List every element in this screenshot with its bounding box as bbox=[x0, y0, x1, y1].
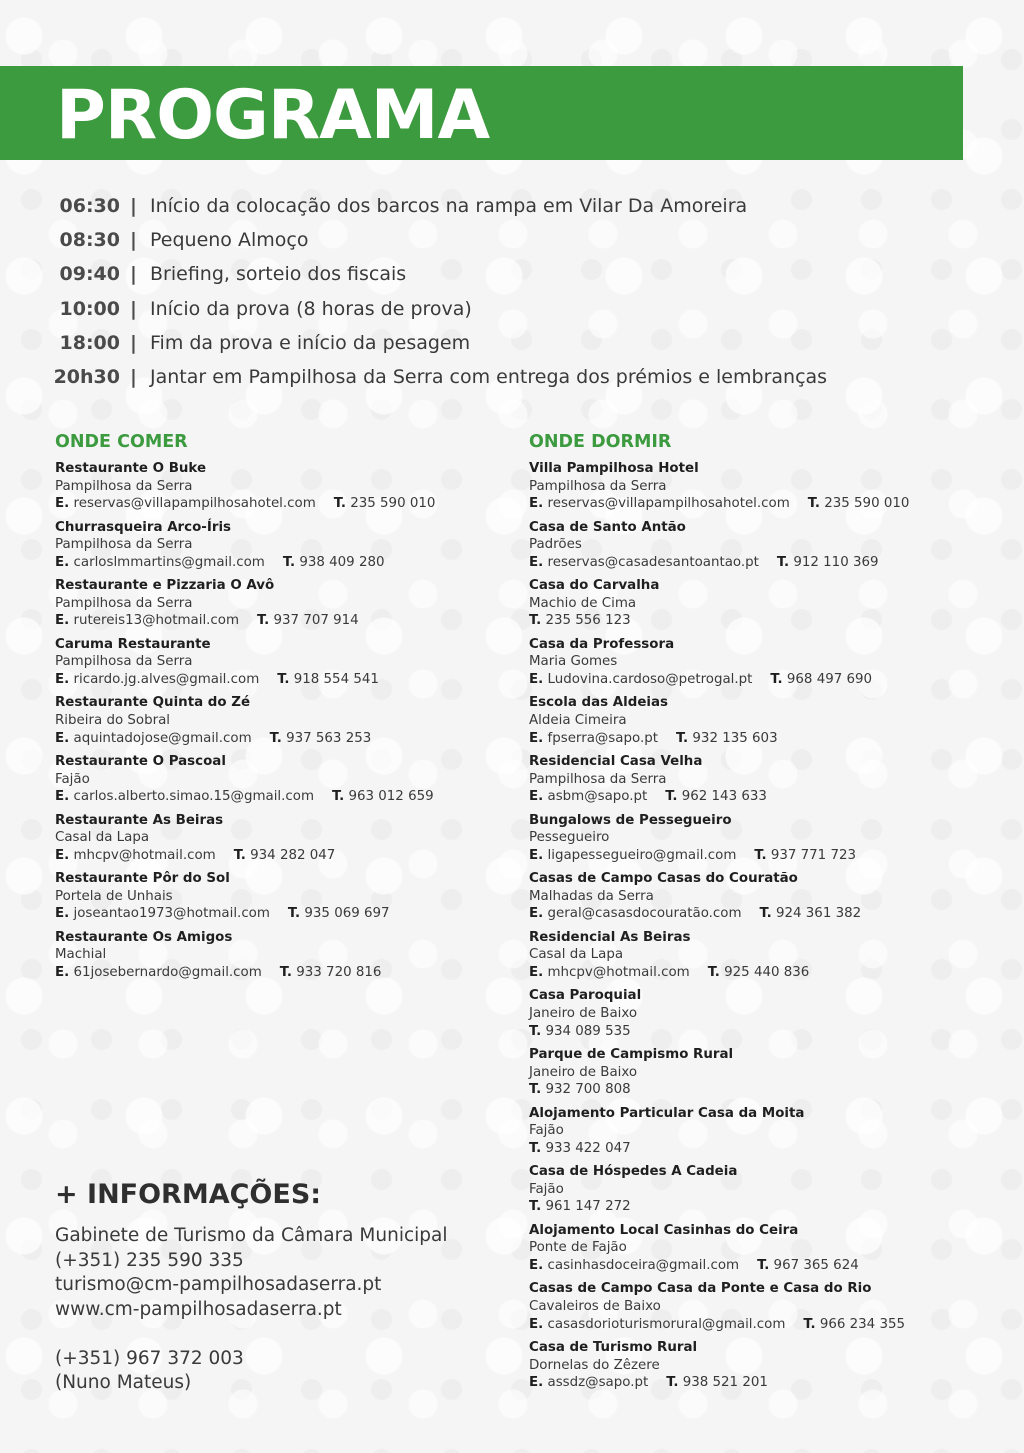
entry-name: Casa de Turismo Rural bbox=[529, 1339, 698, 1355]
schedule-time: 20h30 bbox=[53, 366, 120, 388]
directory-entry bbox=[529, 577, 969, 636]
info-contact-phone: (+351) 967 372 003 bbox=[55, 1347, 244, 1369]
entry-location: Ponte de Fajão bbox=[529, 1240, 627, 1256]
entry-email[interactable]: mhcpv@hotmail.com bbox=[73, 847, 216, 863]
entry-phone: 937 563 253 bbox=[286, 730, 372, 746]
entry-email[interactable]: aquintadojose@gmail.com bbox=[73, 730, 252, 746]
entry-contact bbox=[55, 847, 495, 865]
directory-entry bbox=[529, 636, 969, 695]
schedule-description: Briefing, sorteio dos fiscais bbox=[150, 263, 407, 286]
entry-name: Escola das Aldeias bbox=[529, 695, 669, 711]
entry-phone: 962 143 633 bbox=[681, 789, 767, 805]
entry-contact bbox=[529, 847, 969, 865]
entry-phone: 912 110 369 bbox=[793, 554, 879, 570]
entry-name: Alojamento Particular Casa da Moita bbox=[529, 1105, 805, 1121]
email-label: E. bbox=[529, 847, 544, 863]
entry-phone: 235 590 010 bbox=[350, 496, 436, 512]
directory-entry bbox=[529, 694, 969, 753]
entry-phone: 918 554 541 bbox=[293, 671, 379, 687]
directory-entry bbox=[529, 1046, 969, 1105]
phone-label: T. bbox=[770, 671, 783, 687]
entry-phone: 934 282 047 bbox=[250, 847, 336, 863]
entry-contact bbox=[529, 495, 969, 513]
directory-entry bbox=[529, 1163, 969, 1222]
entry-phone: 935 069 697 bbox=[304, 906, 390, 922]
entry-phone: 963 012 659 bbox=[348, 789, 434, 805]
entry-email[interactable]: fpserra@sapo.pt bbox=[547, 730, 658, 746]
phone-label: T. bbox=[759, 906, 772, 922]
phone-label: T. bbox=[803, 1316, 816, 1332]
email-label: E. bbox=[55, 964, 70, 980]
schedule-separator: | bbox=[130, 195, 137, 217]
entry-location: Padrões bbox=[529, 537, 582, 553]
directory-entry bbox=[529, 1280, 969, 1339]
entry-contact bbox=[529, 905, 969, 923]
directory-entry bbox=[529, 812, 969, 871]
entry-name: Residencial Casa Velha bbox=[529, 753, 703, 769]
email-label: E. bbox=[55, 730, 70, 746]
schedule-separator: | bbox=[130, 229, 137, 252]
email-label: E. bbox=[529, 1375, 544, 1391]
entry-location: Dornelas do Zêzere bbox=[529, 1357, 660, 1373]
schedule-separator: | bbox=[130, 331, 137, 354]
entry-location: Janeiro de Baixo bbox=[529, 1005, 638, 1021]
entry-contact bbox=[529, 964, 969, 982]
entry-location: Ribeira do Sobral bbox=[55, 712, 171, 728]
entry-email[interactable]: casinhasdoceira@gmail.com bbox=[547, 1257, 740, 1273]
entry-phone: 938 521 201 bbox=[682, 1375, 768, 1391]
directory-entry bbox=[529, 753, 969, 812]
directory-entry bbox=[55, 870, 495, 929]
phone-label: T. bbox=[529, 1023, 542, 1039]
schedule-separator: | bbox=[130, 263, 137, 286]
email-label: E. bbox=[529, 730, 544, 746]
schedule-row bbox=[0, 258, 900, 292]
entry-phone: 933 720 816 bbox=[296, 964, 382, 980]
entry-phone: 933 422 047 bbox=[545, 1140, 631, 1156]
entry-phone: 937 771 723 bbox=[770, 847, 857, 863]
email-label: E. bbox=[55, 789, 70, 805]
entry-email[interactable]: Ludovina.cardoso@petrogal.pt bbox=[547, 671, 753, 687]
entry-phone: 235 556 123 bbox=[545, 613, 631, 629]
entry-email[interactable]: ricardo.jg.alves@gmail.com bbox=[73, 671, 260, 687]
entry-phone: 961 147 272 bbox=[545, 1199, 631, 1215]
phone-label: T. bbox=[529, 1199, 542, 1215]
entry-phone: 934 089 535 bbox=[545, 1023, 631, 1039]
email-label: E. bbox=[55, 847, 70, 863]
phone-label: T. bbox=[776, 554, 790, 570]
entry-contact bbox=[529, 1374, 969, 1392]
directory-entry bbox=[529, 460, 969, 519]
email-label: E. bbox=[529, 496, 544, 512]
schedule-description: Início da prova (8 horas de prova) bbox=[150, 297, 472, 320]
entry-contact bbox=[529, 1140, 969, 1158]
entry-name: Alojamento Local Casinhas do Ceira bbox=[529, 1222, 799, 1238]
entry-phone: 966 234 355 bbox=[819, 1316, 906, 1332]
onde-comer-section bbox=[55, 430, 495, 987]
onde-dormir-heading: ONDE DORMIR bbox=[529, 432, 672, 452]
entry-name: Restaurante Pôr do Sol bbox=[55, 871, 230, 887]
entry-email[interactable]: asbm@sapo.pt bbox=[547, 789, 648, 805]
entry-location: Fajão bbox=[529, 1181, 564, 1197]
page-title: PROGRAMA bbox=[56, 76, 490, 155]
email-label: E. bbox=[55, 496, 70, 512]
entry-contact bbox=[55, 905, 495, 923]
directory-entry bbox=[529, 1222, 969, 1281]
entry-email[interactable]: reservas@villapampilhosahotel.com bbox=[547, 496, 790, 512]
entry-location: Pampilhosa da Serra bbox=[55, 654, 193, 670]
directory-entry bbox=[529, 1105, 969, 1164]
entry-name: Casas de Campo Casas do Couratão bbox=[529, 871, 798, 887]
phone-label: T. bbox=[287, 906, 301, 922]
entry-contact bbox=[55, 964, 495, 982]
phone-label: T. bbox=[529, 1082, 542, 1098]
phone-label: T. bbox=[666, 1375, 679, 1391]
schedule-separator: | bbox=[130, 366, 137, 388]
entry-contact bbox=[529, 612, 969, 630]
entry-phone: 937 707 914 bbox=[273, 613, 359, 629]
directory-entry bbox=[529, 870, 969, 929]
phone-label: T. bbox=[277, 671, 290, 687]
email-label: E. bbox=[529, 964, 544, 980]
entry-location: Malhadas da Serra bbox=[529, 888, 654, 904]
entry-email[interactable]: assdz@sapo.pt bbox=[547, 1375, 649, 1391]
schedule-row bbox=[0, 190, 900, 224]
schedule-time: 09:40 bbox=[59, 263, 120, 286]
entry-contact bbox=[529, 1023, 969, 1041]
entry-contact bbox=[55, 671, 495, 689]
onde-comer-heading: ONDE COMER bbox=[55, 432, 188, 452]
directory-entry bbox=[55, 636, 495, 695]
entry-phone: 932 700 808 bbox=[545, 1082, 631, 1098]
phone-label: T. bbox=[665, 789, 678, 805]
entry-contact bbox=[529, 554, 969, 572]
entry-name: Casa de Santo Antão bbox=[529, 519, 686, 535]
directory-entry bbox=[55, 460, 495, 519]
entry-location: Fajão bbox=[55, 771, 90, 787]
phone-label: T. bbox=[529, 1140, 542, 1156]
directory-entry bbox=[55, 812, 495, 871]
email-label: E. bbox=[55, 671, 70, 687]
entry-location: Casal da Lapa bbox=[529, 947, 624, 963]
phone-label: T. bbox=[754, 847, 767, 863]
entry-location: Maria Gomes bbox=[529, 654, 618, 670]
entry-email[interactable]: carloslmmartins@gmail.com bbox=[73, 554, 265, 570]
directory-entry bbox=[529, 987, 969, 1046]
schedule-time: 08:30 bbox=[59, 229, 120, 252]
entry-contact bbox=[529, 1198, 969, 1216]
schedule-description: Jantar em Pampilhosa da Serra com entrega dos prémios e lembranças bbox=[150, 366, 828, 388]
phone-label: T. bbox=[807, 496, 820, 512]
phone-label: T. bbox=[279, 964, 292, 980]
email-label: E. bbox=[529, 1316, 544, 1332]
entry-location: Machial bbox=[55, 947, 107, 963]
entry-location: Pampilhosa da Serra bbox=[529, 771, 667, 787]
entry-location: Pampilhosa da Serra bbox=[55, 478, 193, 494]
entry-name: Restaurante Quinta do Zé bbox=[55, 695, 251, 711]
entry-contact bbox=[529, 1081, 969, 1099]
entry-email[interactable]: rutereis13@hotmail.com bbox=[73, 613, 240, 629]
entry-name: Restaurante O Pascoal bbox=[55, 753, 226, 769]
info-contact-name: (Nuno Mateus) bbox=[55, 1372, 192, 1393]
entry-name: Casa de Hóspedes A Cadeia bbox=[529, 1164, 738, 1180]
entry-name: Villa Pampilhosa Hotel bbox=[529, 461, 699, 476]
directory-entry bbox=[55, 694, 495, 753]
email-label: E. bbox=[55, 906, 70, 922]
schedule-row bbox=[0, 327, 900, 361]
entry-name: Casa do Carvalha bbox=[529, 578, 660, 594]
entry-name: Restaurante O Buke bbox=[55, 461, 207, 476]
schedule-time: 18:00 bbox=[59, 331, 120, 354]
entry-phone: 924 361 382 bbox=[775, 906, 862, 922]
onde-comer-list bbox=[55, 460, 495, 987]
title-banner bbox=[0, 66, 963, 160]
schedule-row bbox=[0, 224, 900, 258]
entry-name: Churrasqueira Arco-Íris bbox=[55, 519, 232, 535]
entry-phone: 967 365 624 bbox=[773, 1257, 859, 1273]
entry-contact bbox=[55, 730, 495, 748]
phone-label: T. bbox=[675, 730, 689, 746]
entry-email[interactable]: 61josebernardo@gmail.com bbox=[73, 964, 262, 980]
directory-entry bbox=[529, 1339, 969, 1398]
entry-email[interactable]: carlos.alberto.simao.15@gmail.com bbox=[73, 789, 314, 805]
phone-label: T. bbox=[707, 964, 720, 980]
directory-entry bbox=[529, 519, 969, 578]
email-label: E. bbox=[529, 554, 544, 570]
entry-name: Restaurante As Beiras bbox=[55, 812, 224, 828]
entry-email[interactable]: mhcpv@hotmail.com bbox=[547, 964, 690, 980]
email-label: E. bbox=[529, 671, 544, 687]
phone-label: T. bbox=[332, 789, 345, 805]
entry-location: Pessegueiro bbox=[529, 830, 610, 846]
entry-location: Fajão bbox=[529, 1123, 564, 1139]
directory-entry bbox=[55, 577, 495, 636]
info-heading: + INFORMAÇÕES: bbox=[55, 1179, 322, 1210]
entry-contact bbox=[529, 730, 969, 748]
entry-name: Restaurante e Pizzaria O Avô bbox=[55, 578, 275, 594]
entry-phone: 235 590 010 bbox=[824, 496, 910, 512]
entry-location: Machio de Cima bbox=[529, 595, 637, 611]
phone-label: T. bbox=[529, 613, 542, 629]
entry-phone: 925 440 836 bbox=[724, 964, 810, 980]
entry-location: Casal da Lapa bbox=[55, 830, 150, 846]
schedule-row bbox=[0, 293, 900, 327]
entry-email[interactable]: reservas@casadesantoantao.pt bbox=[547, 554, 759, 570]
entry-location: Aldeia Cimeira bbox=[529, 712, 627, 728]
onde-dormir-list bbox=[529, 460, 969, 1398]
entry-contact bbox=[55, 612, 495, 630]
entry-name: Casas de Campo Casa da Ponte e Casa do Rio bbox=[529, 1281, 872, 1297]
directory-entry bbox=[55, 519, 495, 578]
entry-email[interactable]: casasdorioturismorural@gmail.com bbox=[547, 1316, 786, 1332]
phone-label: T. bbox=[269, 730, 282, 746]
info-phone: (+351) 235 590 335 bbox=[55, 1249, 244, 1271]
schedule-time: 10:00 bbox=[59, 297, 120, 320]
email-label: E. bbox=[55, 554, 70, 570]
entry-name: Restaurante Os Amigos bbox=[55, 929, 233, 945]
directory-entry bbox=[55, 753, 495, 812]
phone-label: T. bbox=[257, 613, 270, 629]
entry-name: Casa Paroquial bbox=[529, 988, 642, 1004]
phone-label: T. bbox=[757, 1257, 770, 1273]
phone-label: T. bbox=[333, 496, 346, 512]
entry-phone: 968 497 690 bbox=[786, 671, 873, 687]
entry-contact bbox=[55, 554, 495, 572]
entry-name: Bungalows de Pessegueiro bbox=[529, 812, 732, 828]
entry-name: Residencial As Beiras bbox=[529, 929, 691, 945]
entry-location: Pampilhosa da Serra bbox=[55, 537, 193, 553]
onde-dormir-section bbox=[529, 430, 969, 1398]
entry-email[interactable]: reservas@villapampilhosahotel.com bbox=[73, 496, 316, 512]
info-website: www.cm-pampilhosadaserra.pt bbox=[55, 1298, 342, 1320]
schedule-description: Fim da prova e início da pesagem bbox=[150, 331, 471, 354]
entry-location: Portela de Unhais bbox=[55, 888, 173, 904]
email-label: E. bbox=[529, 789, 544, 805]
entry-email[interactable]: ligapessegueiro@gmail.com bbox=[547, 847, 737, 863]
entry-location: Pampilhosa da Serra bbox=[55, 595, 193, 611]
entry-email[interactable]: joseantao1973@hotmail.com bbox=[73, 906, 270, 922]
phone-label: T. bbox=[282, 554, 296, 570]
phone-label: T. bbox=[233, 847, 246, 863]
entry-phone: 938 409 280 bbox=[299, 554, 385, 570]
entry-name: Parque de Campismo Rural bbox=[529, 1046, 734, 1062]
entry-location: Cavaleiros de Baixo bbox=[529, 1298, 661, 1314]
entry-contact bbox=[55, 495, 495, 513]
email-label: E. bbox=[55, 613, 70, 629]
entry-contact bbox=[529, 1257, 969, 1275]
entry-email[interactable]: geral@casasdocouratão.com bbox=[547, 906, 742, 922]
entry-contact bbox=[529, 788, 969, 806]
schedule-time: 06:30 bbox=[59, 195, 120, 217]
entry-name: Casa da Professora bbox=[529, 636, 675, 652]
directory-entry bbox=[529, 929, 969, 988]
info-section bbox=[55, 1176, 495, 1396]
entry-contact bbox=[529, 671, 969, 689]
entry-location: Janeiro de Baixo bbox=[529, 1064, 638, 1080]
directory-entry bbox=[55, 929, 495, 988]
schedule-separator: | bbox=[130, 297, 137, 320]
schedule-description: Início da colocação dos barcos na rampa em Vilar Da Amoreira bbox=[150, 195, 748, 217]
entry-contact bbox=[529, 1316, 969, 1334]
info-line: Gabinete de Turismo da Câmara Municipal bbox=[55, 1225, 448, 1246]
info-email: turismo@cm-pampilhosadaserra.pt bbox=[55, 1274, 382, 1295]
email-label: E. bbox=[529, 906, 544, 922]
entry-name: Caruma Restaurante bbox=[55, 636, 211, 652]
entry-phone: 932 135 603 bbox=[692, 730, 778, 746]
email-label: E. bbox=[529, 1257, 544, 1273]
schedule-description: Pequeno Almoço bbox=[150, 229, 309, 252]
entry-location: Pampilhosa da Serra bbox=[529, 478, 667, 494]
schedule-row bbox=[0, 361, 900, 395]
entry-contact bbox=[55, 788, 495, 806]
